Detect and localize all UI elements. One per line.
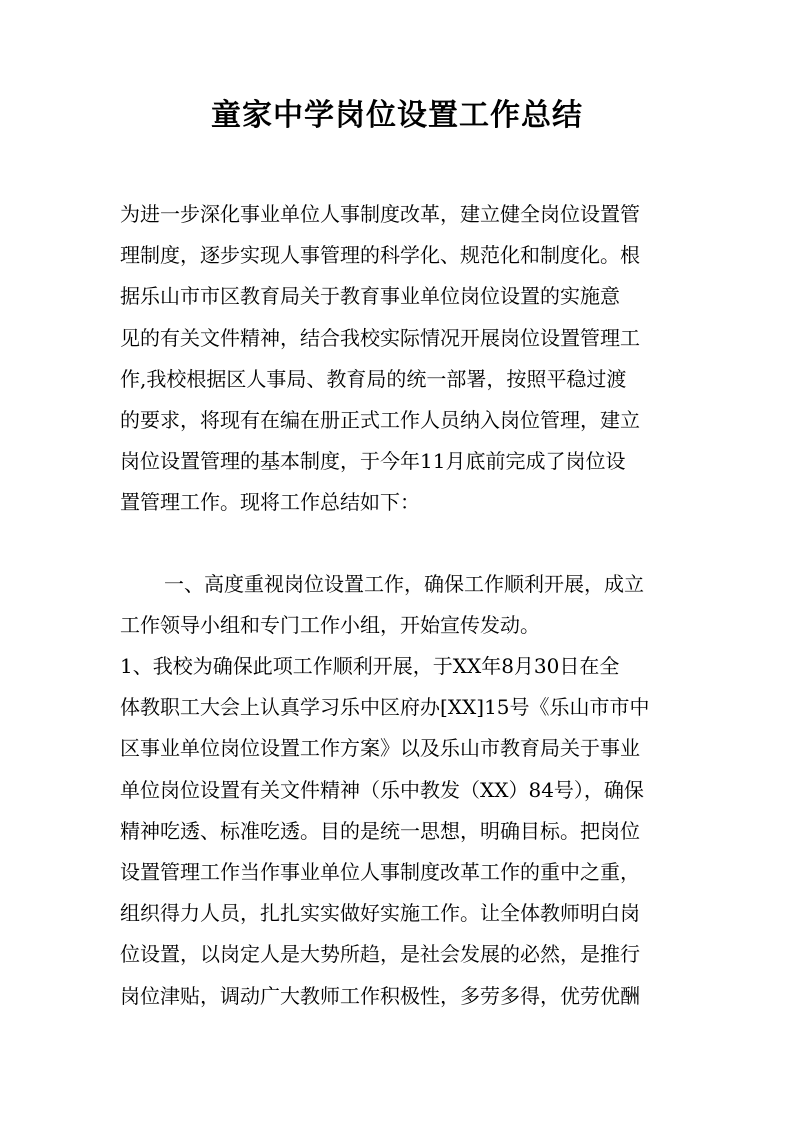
section-heading-1 (120, 564, 685, 646)
paragraph-line: 区事业单位岗位设置工作方案》以及乐山市教育局关于事业 (120, 736, 640, 761)
paragraph-line: 作,我校根据区人事局、教育局的统一部署，按照平稳过渡 (120, 366, 627, 391)
item-1-paragraph (120, 646, 685, 1017)
paragraph-line: 体教职工大会上认真学习乐中区府办[XX]15号《乐山市市中 (120, 695, 650, 720)
intro-paragraph (120, 194, 685, 524)
paragraph-line: 岗位津贴，调动广大教师工作积极性，多劳多得，优劳优酬 (120, 983, 640, 1008)
paragraph-line: 见的有关文件精神，结合我校实际情况开展岗位设置管理工 (120, 325, 640, 350)
paragraph-line: 设置管理工作当作事业单位人事制度改革工作的重中之重， (120, 859, 640, 884)
paragraph-line: 为进一步深化事业单位人事制度改革，建立健全岗位设置管 (120, 202, 640, 226)
paragraph-line: 组织得力人员，扎扎实实做好实施工作。让全体教师明白岗 (120, 901, 640, 926)
paragraph-line: 1、我校为确保此项工作顺利开展，于XX年8月30日在全 (120, 654, 620, 678)
paragraph-line: 工作领导小组和专门工作小组，开始宣传发动。 (120, 613, 540, 638)
paragraph-line: 理制度，逐步实现人事管理的科学化、规范化和制度化。根 (120, 243, 640, 268)
paragraph-line: 位设置，以岗定人是大势所趋，是社会发展的必然，是推行 (120, 942, 640, 967)
paragraph-line: 置管理工作。现将工作总结如下： (120, 490, 420, 515)
paragraph-line: 一、高度重视岗位设置工作，确保工作顺利开展，成立 (164, 572, 644, 596)
document-title: 童家中学岗位设置工作总结 (211, 98, 583, 133)
paragraph-line: 单位岗位设置有关文件精神（乐中教发（XX）84号），确保 (120, 777, 644, 802)
paragraph-line: 的要求，将现有在编在册正式工作人员纳入岗位管理，建立 (120, 407, 640, 432)
paragraph-line: 精神吃透、标准吃透。目的是统一思想，明确目标。把岗位 (120, 818, 640, 843)
paragraph-line: 岗位设置管理的基本制度，于今年11月底前完成了岗位设 (120, 449, 626, 474)
paragraph-line: 据乐山市市区教育局关于教育事业单位岗位设置的实施意 (120, 284, 620, 309)
